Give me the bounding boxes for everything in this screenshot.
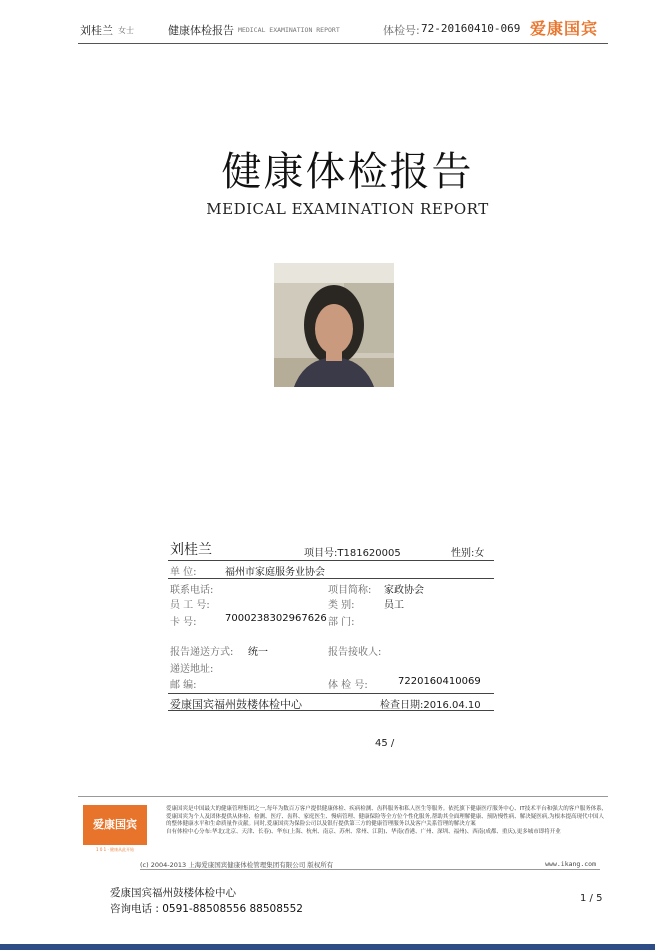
card-row (168, 611, 494, 628)
header-exam-no-label: 体检号: (383, 24, 420, 37)
center-row (168, 693, 494, 711)
unit-row (168, 561, 494, 578)
category-label: 类 别: (328, 600, 355, 611)
footer-center: 爱康国宾福州鼓楼体检中心 (110, 887, 236, 899)
page-header (78, 14, 608, 44)
employee-row (168, 594, 494, 611)
exam-no-value: 7220160410069 (398, 676, 481, 687)
patient-name: 刘桂兰 (170, 542, 212, 558)
exam-center: 爱康国宾福州鼓楼体检中心 (170, 697, 302, 711)
report-title-en: MEDICAL EXAMINATION REPORT (206, 200, 489, 218)
header-report-title: 健康体检报告 (168, 24, 234, 37)
footer-phone: 咨询电话 : 0591-88508556 88508552 (110, 902, 303, 915)
unit-label: 单 位: (170, 567, 197, 578)
header-exam-no: 72-20160410-069 (421, 22, 521, 35)
exam-date: 检查日期:2016.04.10 (380, 699, 481, 711)
exam-no-label: 体 检 号: (328, 680, 368, 691)
project-short-label: 项目简称: (328, 584, 372, 596)
promo-text (166, 806, 606, 837)
footer-page-number: 1 / 5 (580, 893, 603, 904)
delivery-label: 报告递送方式: (170, 647, 234, 658)
promo-slogan: 1 0 1 · 健康从此开始 (96, 847, 134, 852)
delivery-row (168, 641, 494, 658)
unit-value: 福州市家庭服务业协会 (225, 567, 325, 578)
patient-sex: 性别:女 (451, 548, 485, 559)
project-short-value: 家政协会 (384, 584, 424, 596)
promo-logo: 爱康国宾 (83, 805, 147, 845)
phone-label: 联系电话: (170, 584, 214, 596)
patient-name-row (168, 535, 494, 561)
bottom-bar (0, 944, 655, 950)
patient-photo (274, 263, 394, 387)
delivery-value: 统一 (248, 647, 268, 658)
patient-info-block (168, 535, 494, 711)
header-logo: 爱康国宾 (530, 19, 599, 38)
promo-url: www.ikang.com (545, 860, 596, 868)
address-label: 递送地址: (170, 663, 214, 675)
project-no: 项目号:T181620005 (304, 548, 401, 559)
employee-no-label: 员 工 号: (170, 600, 210, 611)
receiver-label: 报告接收人: (328, 647, 382, 658)
page-footer (110, 886, 303, 918)
category-value: 员工 (384, 600, 404, 611)
card-label: 卡 号: (170, 616, 197, 628)
phone-row (168, 578, 494, 595)
promo-paragraph-1: 爱康国宾是中国最大的健康管理集团之一,每年为数百万客户提供健康体检、疾病检测、齿科服务和私人医生等服务。依托旗下健康医疗服务中心、IT技术平台和强大的客户服务体系,爱康国宾为个人及团体提供从体检、检测、医疗、齿科、家庭医生、慢病管理、健康保险等全方位个性化服务,帮助其全面理解健康、预防慢性病、解决疑医病,为根本提高现代中国人的整体健康水平和生命质量作贡献。同时,爱康国宾为保险公司以及银行提供第三方的健康管理服务以及客户关系管理的解决方案 (166, 806, 605, 828)
card-value: 7000238302967626 (225, 612, 327, 624)
page-marker: 45 / (375, 738, 395, 749)
header-patient-name: 刘桂兰 (80, 24, 113, 37)
zip-label: 邮 编: (170, 680, 197, 691)
dept-label: 部 门: (328, 616, 355, 628)
promo-paragraph-2: 自有体检中心分布:华北(北京、天津、长春)、华东(上海、杭州、南京、苏州、常州、江阴)、华南(香港、广州、深圳、福州)、西南(成都、重庆),更多城市即将开业 (166, 829, 561, 836)
spacer-row (168, 627, 494, 641)
promo-block (78, 796, 608, 874)
header-report-title-en: MEDICAL EXAMINATION REPORT (238, 26, 340, 34)
address-row (168, 658, 494, 675)
header-patient-title: 女士 (118, 26, 134, 35)
report-title: 健康体检报告 (221, 149, 474, 195)
promo-divider (140, 869, 600, 870)
zip-row (168, 674, 494, 691)
promo-copyright: (c) 2004-2013 上海爱康国宾健康体检管理集团有限公司 版权所有 (140, 861, 334, 869)
